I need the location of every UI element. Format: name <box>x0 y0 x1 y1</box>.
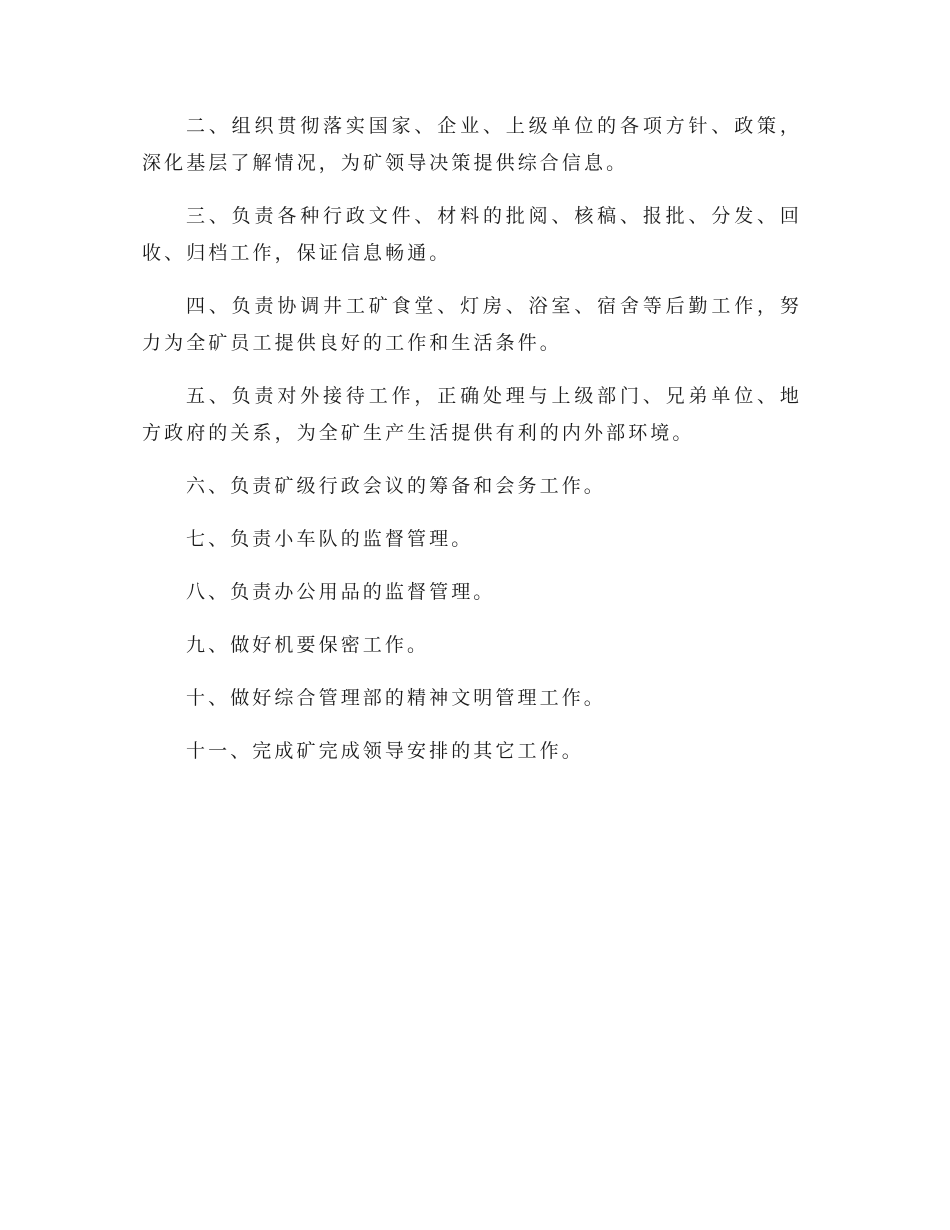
paragraph-item-4: 四、负责协调井工矿食堂、灯房、浴室、宿舍等后勤工作，努力为全矿员工提供良好的工作和生活条件。 <box>142 295 802 354</box>
paragraph-item-8: 八、负责办公用品的监督管理。 <box>186 581 496 603</box>
paragraph-item-5: 五、负责对外接待工作，正确处理与上级部门、兄弟单位、地方政府的关系，为全矿生产生活提供有利的内外部环境。 <box>142 385 802 444</box>
paragraph-item-11: 十一、完成矿完成领导安排的其它工作。 <box>186 740 584 762</box>
paragraph-item-7: 七、负责小车队的监督管理。 <box>186 528 474 550</box>
paragraph-item-6: 六、负责矿级行政会议的筹备和会务工作。 <box>186 475 606 497</box>
document-body <box>142 108 802 786</box>
paragraph-item-10: 十、做好综合管理部的精神文明管理工作。 <box>186 687 606 709</box>
paragraph-item-2: 二、组织贯彻落实国家、企业、上级单位的各项方针、政策，深化基层了解情况，为矿领导决策提供综合信息。 <box>142 115 802 174</box>
paragraph-item-3: 三、负责各种行政文件、材料的批阅、核稿、报批、分发、回收、归档工作，保证信息畅通。 <box>142 205 802 264</box>
paragraph-item-9: 九、做好机要保密工作。 <box>186 634 430 656</box>
